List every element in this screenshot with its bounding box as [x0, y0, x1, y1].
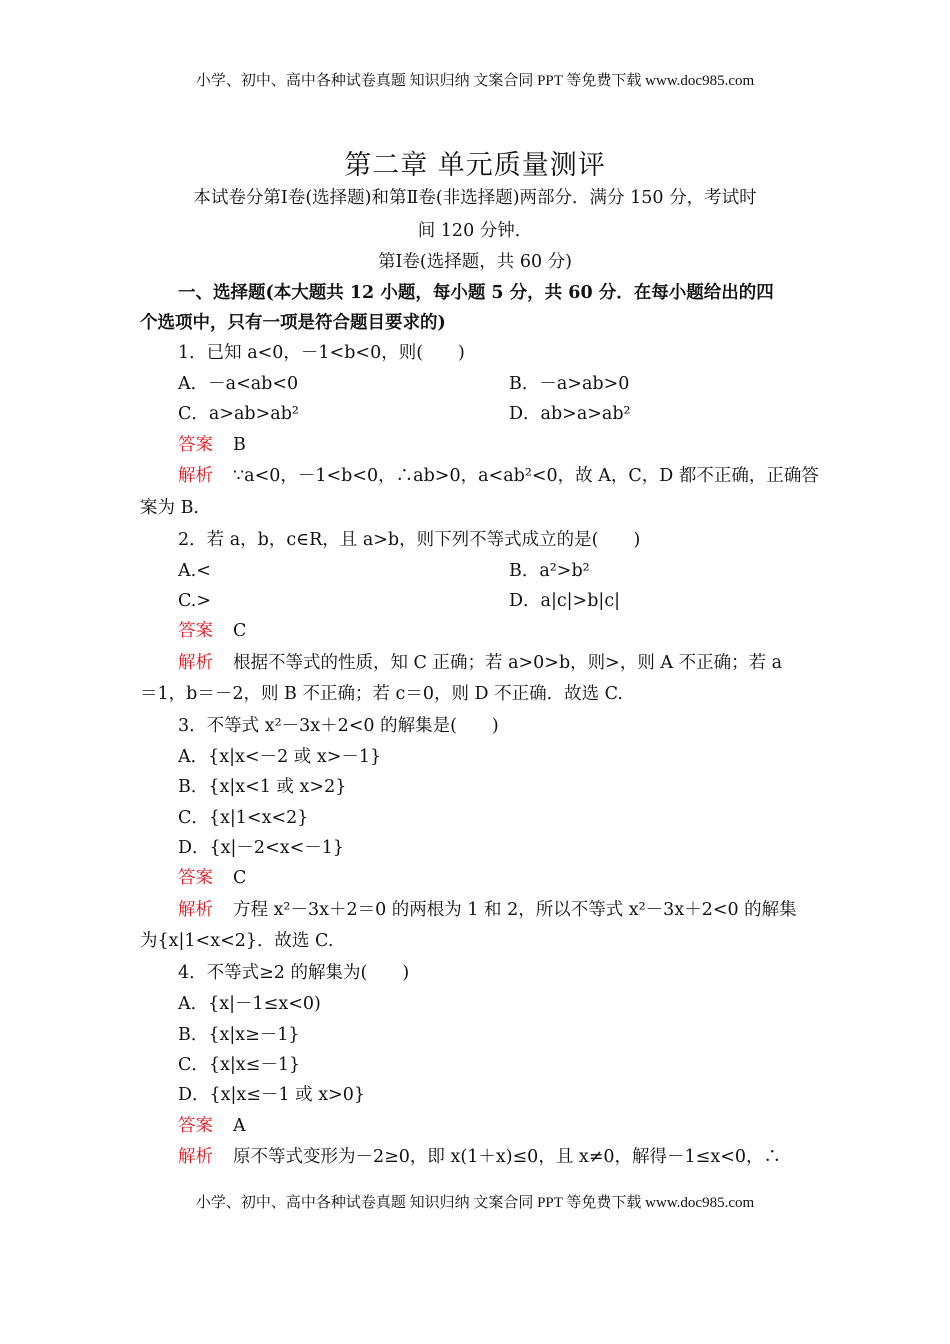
q2-option-d: D．a|c|>b|c|: [509, 591, 621, 611]
q1-analysis: [178, 465, 819, 487]
answer-value: C: [233, 621, 247, 641]
q3-analysis-cont: 为{x|1<x<2}．故选 C.: [140, 931, 334, 951]
answer-value: C: [233, 868, 247, 888]
analysis-label: 解析: [178, 653, 213, 673]
answer-label: 答案: [178, 621, 213, 641]
page-header: 小学、初中、高中各种试卷真题 知识归纳 文案合同 PPT 等免费下载 www.doc985.com: [195, 73, 755, 89]
q2-analysis: [178, 652, 782, 674]
q1-option-d: D．ab>a>ab²: [509, 404, 631, 424]
analysis-text: ∵a<0，－1<b<0，∴ab>0，a<ab²<0，故 A，C，D 都不正确，正确答: [233, 466, 819, 486]
analysis-label: 解析: [178, 466, 213, 486]
page-footer: 小学、初中、高中各种试卷真题 知识归纳 文案合同 PPT 等免费下载 www.doc985.com: [195, 1195, 755, 1211]
q4-stem: 4．不等式≥2 的解集为( ): [178, 963, 410, 983]
q4-option-b: B．{x|x≥－1}: [178, 1025, 300, 1045]
intro-line-2: 间 120 分钟．: [417, 221, 533, 241]
q2-option-c: C.>: [178, 591, 211, 611]
section-heading-2: 个选项中，只有一项是符合题目要求的): [140, 313, 446, 333]
q3-stem: 3．不等式 x²－3x＋2<0 的解集是( ): [178, 716, 499, 736]
q1-answer: [178, 434, 246, 456]
page-title: 第二章 单元质量测评: [344, 150, 606, 181]
q4-analysis: [178, 1146, 781, 1168]
analysis-text: 根据不等式的性质，知 C 正确；若 a>0>b，则>，则 A 不正确；若 a: [233, 653, 783, 673]
q3-analysis: [178, 899, 797, 921]
q1-stem: 1．已知 a<0，－1<b<0，则( ): [178, 343, 465, 363]
q2-option-b: B．a²>b²: [509, 561, 590, 581]
q2-stem: 2．若 a，b，c∈R，且 a>b，则下列不等式成立的是( ): [178, 530, 641, 550]
answer-label: 答案: [178, 435, 213, 455]
q3-option-a: A．{x|x<－2 或 x>－1}: [178, 747, 382, 767]
q4-answer: [178, 1115, 246, 1137]
answer-label: 答案: [178, 868, 213, 888]
analysis-text: 原不等式变形为－2≥0，即 x(1＋x)≤0，且 x≠0，解得－1≤x<0，∴: [233, 1147, 782, 1167]
q3-option-d: D．{x|－2<x<－1}: [178, 838, 345, 858]
q3-answer: [178, 867, 246, 889]
answer-label: 答案: [178, 1116, 213, 1136]
q4-option-a: A．{x|－1≤x<0): [178, 994, 321, 1014]
intro-line-1: 本试卷分第Ⅰ卷(选择题)和第Ⅱ卷(非选择题)两部分．满分 150 分，考试时: [193, 188, 757, 208]
q1-option-c: C．a>ab>ab²: [178, 404, 299, 424]
q3-option-c: C．{x|1<x<2}: [178, 808, 309, 828]
analysis-text: 方程 x²－3x＋2＝0 的两根为 1 和 2，所以不等式 x²－3x＋2<0 的解集: [233, 900, 797, 920]
analysis-label: 解析: [178, 900, 213, 920]
analysis-label: 解析: [178, 1147, 213, 1167]
part-heading: 第Ⅰ卷(选择题，共 60 分): [378, 252, 572, 272]
section-heading-1: 一、选择题(本大题共 12 小题，每小题 5 分，共 60 分．在每小题给出的四: [178, 283, 774, 303]
answer-value: B: [233, 435, 246, 455]
q1-option-b: B．－a>ab>0: [509, 374, 630, 394]
q3-option-b: B．{x|x<1 或 x>2}: [178, 777, 347, 797]
q1-analysis-cont: 案为 B.: [140, 498, 199, 518]
q2-answer: [178, 620, 246, 642]
q4-option-d: D．{x|x≤－1 或 x>0}: [178, 1085, 366, 1105]
q1-option-a: A．－a<ab<0: [178, 374, 299, 394]
q2-analysis-cont: ＝1，b＝－2，则 B 不正确；若 c＝0，则 D 不正确．故选 C.: [140, 684, 624, 704]
q2-option-a: A.<: [178, 561, 211, 581]
answer-value: A: [233, 1116, 246, 1136]
q4-option-c: C．{x|x≤－1}: [178, 1055, 301, 1075]
